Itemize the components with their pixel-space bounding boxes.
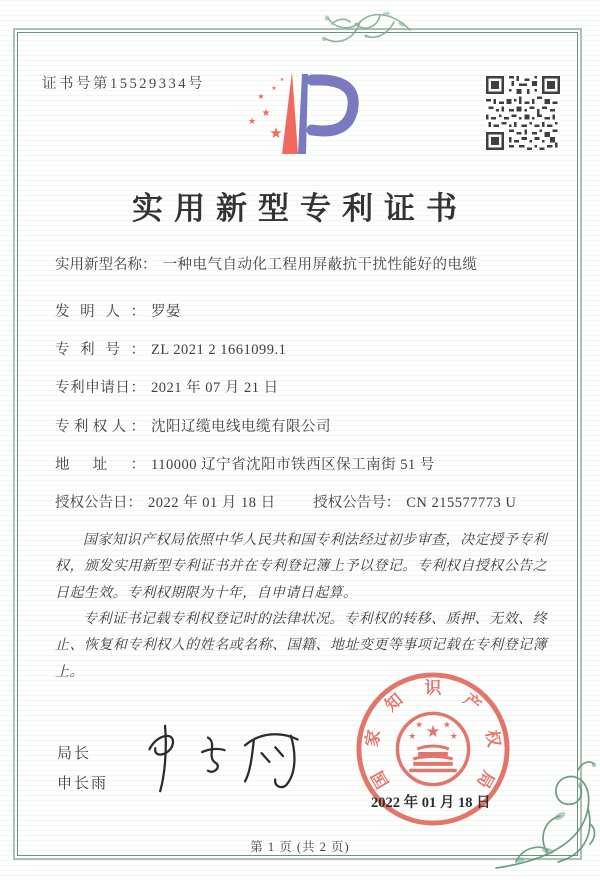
commissioner-title: 局长	[57, 746, 92, 762]
qr-code-icon	[486, 76, 560, 150]
signature-icon	[128, 718, 323, 800]
field-value: 罗晏	[151, 304, 181, 320]
seal-char: 识	[424, 678, 442, 698]
legal-paragraph-1: 国家知识产权局依照中华人民共和国专利法经过初步审查，决定授予专利权，颁发实用新型专利证书并在专利登记簿上予以登记。专利权自授权公告之日起生效。专利权期限为十年，自申请日起算。	[55, 533, 547, 601]
field-address	[55, 453, 435, 474]
field-label: 发明人：	[55, 304, 145, 320]
svg-text:★: ★	[261, 108, 271, 119]
seal-char: 家	[362, 728, 384, 749]
field-filing-date	[55, 376, 279, 397]
field-value: 一种电气自动化工程用屏蔽抗干扰性能好的电缆	[162, 257, 478, 273]
field-grant-date	[55, 495, 276, 511]
field-label: 授权公告日：	[55, 495, 142, 511]
seal-char: 局	[473, 767, 499, 792]
seal-char: 知	[381, 689, 407, 716]
field-value: CN 215577773 U	[406, 495, 517, 511]
field-value: 沈阳辽缆电线电缆有限公司	[151, 419, 331, 435]
field-grant-row	[55, 491, 516, 512]
commissioner-name: 申长雨	[57, 776, 109, 792]
field-value: 2021 年 07 月 21 日	[151, 380, 279, 396]
certificate-number: 证书号第15529334号	[42, 76, 205, 92]
svg-text:★: ★	[257, 92, 265, 101]
field-publication-number	[313, 495, 516, 511]
svg-text:★: ★	[449, 732, 458, 743]
legal-paragraph-2: 专利证书记载专利权登记时的法律状况。专利权的转移、质押、无效、终止、恢复和专利权人的姓名或名称、国籍、地址变更等事项记载在专利登记簿上。	[55, 611, 547, 680]
svg-text:★: ★	[271, 85, 277, 92]
svg-text:★: ★	[442, 720, 451, 731]
field-label: 授权公告号：	[313, 495, 401, 511]
field-inventor	[55, 300, 181, 321]
national-emblem-icon	[397, 713, 468, 784]
field-value: 110000 辽宁省沈阳市铁西区保工南街 51 号	[151, 457, 435, 473]
field-label: 实用新型名称：	[55, 257, 157, 273]
svg-text:★: ★	[247, 117, 257, 127]
svg-text:★: ★	[425, 721, 441, 742]
field-utility-model-name	[55, 253, 478, 274]
legal-text	[55, 528, 547, 686]
field-patent-number	[55, 338, 286, 359]
page-number: 第 1 页 (共 2 页)	[250, 840, 350, 854]
field-label: 专利申请日：	[55, 380, 145, 396]
svg-text:★: ★	[408, 732, 417, 743]
field-label: 地址：	[55, 457, 145, 473]
cnipa-logo-icon	[232, 66, 368, 176]
seal-char: 权	[482, 728, 504, 749]
field-value: 2022 年 01 月 18 日	[148, 495, 276, 511]
seal-date: 2022 年 01 月 18 日	[371, 795, 491, 811]
certificate-title: 实用新型专利证书	[132, 191, 468, 226]
svg-text:★: ★	[415, 720, 424, 731]
field-label: 专利权人：	[55, 419, 145, 435]
svg-text:★: ★	[279, 77, 285, 83]
field-label: 专利号：	[55, 342, 145, 358]
seal-char: 产	[459, 689, 485, 716]
floral-ornament-top-icon	[318, 0, 414, 58]
field-value: ZL 2021 2 1661099.1	[151, 342, 287, 358]
svg-text:★: ★	[269, 124, 283, 142]
seal-char: 国	[367, 767, 393, 792]
field-patentee	[55, 415, 331, 436]
